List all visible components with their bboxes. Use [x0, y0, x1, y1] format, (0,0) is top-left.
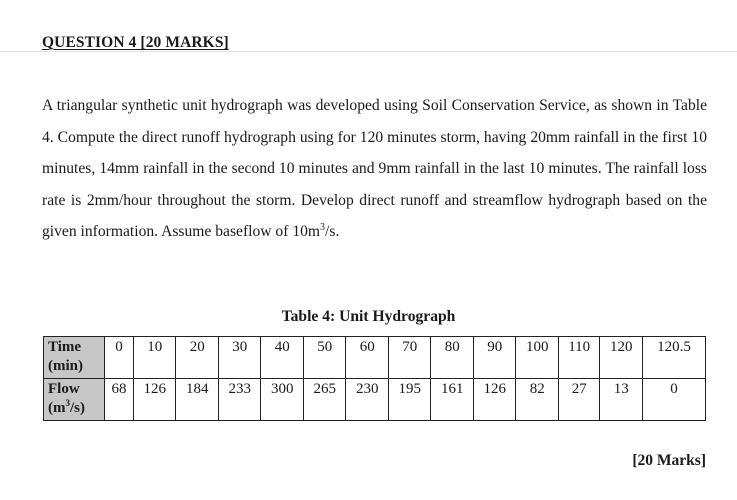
flow-header-unit-open: (m	[48, 400, 66, 416]
time-header-unit: (min)	[48, 358, 83, 374]
time-row	[44, 337, 706, 379]
flow-cell: 82	[516, 379, 559, 421]
superscript-3: 3	[320, 221, 326, 233]
question-body-text: A triangular synthetic unit hydrograph was developed using Soil Conservation Service, as shown in Table 4. Compute the direct runoff hydrograph using for 120 minutes storm, having 20mm rainfall in the first 10 minutes, 14mm rainfall in the second 10 minutes and 9mm rainfall in the last 10 minutes. The rainfall loss rate is 2mm/hour throughout the storm. Develop direct runoff and streamflow hydrograph based on the given information. Assume baseflow of 10m	[42, 97, 707, 240]
time-header-cell	[44, 337, 105, 379]
flow-cell: 230	[346, 379, 389, 421]
marks-label: [20 Marks]	[632, 452, 706, 469]
unit-hydrograph-table	[43, 336, 706, 421]
flow-cell: 126	[473, 379, 516, 421]
question-body-unit: /s.	[325, 223, 340, 240]
flow-cell: 161	[431, 379, 474, 421]
time-cell: 20	[176, 337, 219, 379]
time-cell: 40	[261, 337, 304, 379]
flow-row	[44, 379, 706, 421]
flow-cell: 184	[176, 379, 219, 421]
question-heading: QUESTION 4 [20 MARKS]	[42, 34, 229, 51]
time-cell: 70	[388, 337, 431, 379]
time-cell: 10	[133, 337, 176, 379]
time-cell: 0	[105, 337, 134, 379]
flow-header-unit-close: /s)	[70, 400, 85, 416]
flow-cell: 300	[261, 379, 304, 421]
flow-cell: 195	[388, 379, 431, 421]
flow-header-cell	[44, 379, 105, 421]
table-caption: Table 4: Unit Hydrograph	[281, 308, 456, 325]
time-cell: 60	[346, 337, 389, 379]
flow-cell: 126	[133, 379, 176, 421]
time-cell: 100	[516, 337, 559, 379]
time-cell: 120.5	[642, 337, 705, 379]
time-cell: 90	[473, 337, 516, 379]
flow-header-superscript: 3	[65, 398, 70, 408]
time-cell: 80	[431, 337, 474, 379]
flow-cell: 0	[642, 379, 705, 421]
flow-cell: 265	[303, 379, 346, 421]
question-text	[42, 90, 707, 248]
flow-cell: 68	[105, 379, 134, 421]
flow-cell: 27	[558, 379, 600, 421]
time-header-label: Time	[48, 339, 82, 355]
flow-header-label: Flow	[48, 381, 80, 397]
time-cell: 30	[218, 337, 261, 379]
time-cell: 50	[303, 337, 346, 379]
time-cell: 110	[558, 337, 600, 379]
flow-cell: 13	[600, 379, 643, 421]
time-cell: 120	[600, 337, 643, 379]
flow-cell: 233	[218, 379, 261, 421]
